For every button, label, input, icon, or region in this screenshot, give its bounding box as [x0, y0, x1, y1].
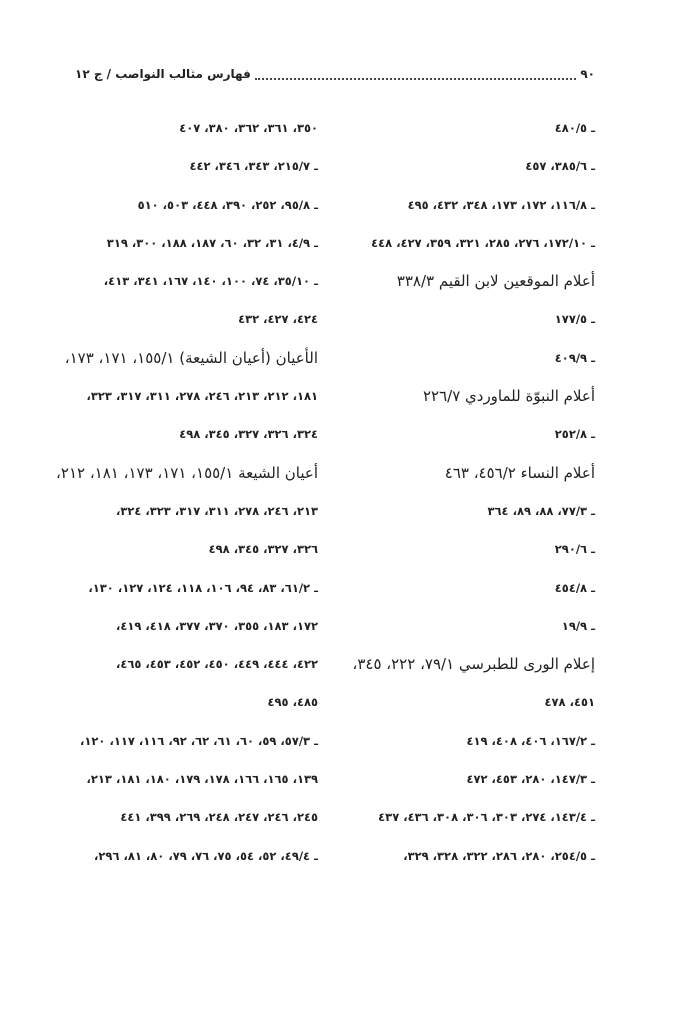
index-entry-line: ـ ٣٨٥/٦، ٤٥٧: [525, 159, 595, 174]
page-number: ٩٠: [580, 67, 595, 81]
index-entry-heading: أعلام الموقعين لابن القيم ٣٣٨/٣: [396, 272, 595, 291]
index-entry-line: ٣٥٠، ٣٦١، ٣٦٢، ٣٨٠، ٤٠٧: [179, 121, 318, 135]
index-entry-heading: أعلام النساء ٤٥٦/٢، ٤٦٣: [444, 463, 595, 482]
index-entry-line: ٤٨٥، ٤٩٥: [267, 695, 318, 710]
index-entry-line: ـ ٧٧/٣، ٨٨، ٨٩، ٣٦٤: [487, 503, 595, 518]
index-entry-line: ـ ٤٠٩/٩: [554, 350, 595, 365]
index-column-left: [56, 114, 318, 880]
index-column-right: [345, 114, 595, 880]
index-entry-line: ـ ١٧٧/٥: [554, 312, 595, 327]
index-entry-line: ـ ٢٥٤/٥، ٢٨٠، ٢٨٦، ٣٢٢، ٣٢٨، ٣٢٩،: [403, 848, 595, 863]
index-entry-line: ـ ٤٩/٤، ٥٢، ٥٤، ٧٥، ٧٦، ٧٩، ٨٠، ٨١، ٢٩٦،: [94, 848, 318, 863]
index-entry-line: ـ ٩٥/٨، ٢٥٢، ٣٩٠، ٤٤٨، ٥٠٣، ٥١٠: [137, 197, 318, 212]
index-entry-heading: أعيان الشيعة ١٥٥/١، ١٧١، ١٧٣، ١٨١، ٢١٢،: [56, 463, 318, 482]
index-entry-line: ٤٥١، ٤٧٨: [544, 695, 595, 710]
index-entry-line: ـ ٢٥٢/٨: [554, 427, 595, 442]
index-entry-line: ٣٢٦، ٣٢٧، ٣٤٥، ٤٩٨: [208, 542, 318, 557]
index-entry-line: ـ ١١٦/٨، ١٧٢، ١٧٣، ٣٤٨، ٤٣٢، ٤٩٥: [407, 197, 595, 212]
index-entry-line: ـ ١٤٧/٣، ٢٨٠، ٤٥٣، ٤٧٢: [466, 772, 595, 787]
index-entry-line: ـ ٥٧/٣، ٥٩، ٦٠، ٦١، ٦٢، ٩٢، ١١٦، ١١٧، ١٢٠،: [80, 733, 318, 748]
index-entry-heading: الأعيان (أعيان الشيعة) ١٥٥/١، ١٧١، ١٧٣،: [64, 348, 318, 367]
index-entry-line: ـ ٢٩٠/٦: [554, 542, 595, 557]
index-entry-line: ـ ١٤٣/٤، ٢٧٤، ٣٠٣، ٣٠٦، ٣٠٨، ٤٣٦، ٤٣٧: [378, 810, 595, 825]
index-entry-line: ـ ١٩/٩: [561, 618, 595, 633]
index-entry-line: ١٧٢، ١٨٣، ٣٥٥، ٣٧٠، ٣٧٧، ٤١٨، ٤١٩،: [115, 618, 318, 633]
index-entry-line: ـ ١٧٢/١٠، ٢٧٦، ٢٨٥، ٣٢١، ٣٥٩، ٤٢٧، ٤٤٨: [371, 235, 595, 250]
index-entry-line: ٤٢٢، ٤٤٤، ٤٤٩، ٤٥٠، ٤٥٢، ٤٥٣، ٤٦٥،: [115, 657, 318, 672]
index-entry-line: ـ ٤٨٠/٥: [554, 121, 595, 135]
index-entry-line: ـ ٤٥٤/٨: [554, 580, 595, 595]
index-entry-line: ـ ٤/٩، ٣١، ٣٢، ٦٠، ١٨٧، ١٨٨، ٣٠٠، ٣١٩: [106, 235, 318, 250]
index-entry-line: ـ ١٦٧/٢، ٤٠٦، ٤٠٨، ٤١٩: [466, 733, 595, 748]
index-entry-line: ـ ٦١/٢، ٨٣، ٩٤، ١٠٦، ١١٨، ١٢٤، ١٢٧، ١٣٠،: [88, 580, 318, 595]
dot-leader: [255, 68, 577, 80]
index-entry-line: ـ ٣٥/١٠، ٧٤، ١٠٠، ١٤٠، ١٦٧، ٣٤١، ٤١٣،: [103, 274, 318, 289]
index-entry-line: ١٨١، ٢١٢، ٢١٣، ٢٤٦، ٢٧٨، ٣١١، ٣١٧، ٣٢٣،: [86, 389, 318, 404]
index-entry-heading: إعلام الورى للطبرسي ٧٩/١، ٢٢٢، ٣٤٥،: [352, 655, 595, 674]
index-entry-heading: أعلام النبوّة للماوردي ٢٢٦/٧: [422, 387, 595, 406]
index-entry-line: ـ ٢١٥/٧، ٣٤٣، ٣٤٦، ٤٤٢: [189, 159, 318, 174]
running-header: [75, 62, 595, 86]
index-entry-line: ٢١٣، ٢٤٦، ٢٧٨، ٣١١، ٣١٧، ٣٢٣، ٣٢٤،: [115, 503, 318, 518]
index-entry-line: ٣٢٤، ٣٢٦، ٣٢٧، ٣٤٥، ٤٩٨: [179, 427, 318, 442]
index-entry-line: ١٣٩، ١٦٥، ١٦٦، ١٧٨، ١٧٩، ١٨٠، ١٨١، ٢١٣،: [86, 772, 318, 787]
index-entry-line: ٤٢٤، ٤٢٧، ٤٣٢: [238, 312, 318, 327]
index-entry-line: ٢٤٥، ٢٤٦، ٢٤٧، ٢٤٨، ٢٦٩، ٣٩٩، ٤٤١: [120, 810, 318, 825]
running-title: فهارس مثالب النواصب / ج ١٢: [75, 67, 251, 81]
